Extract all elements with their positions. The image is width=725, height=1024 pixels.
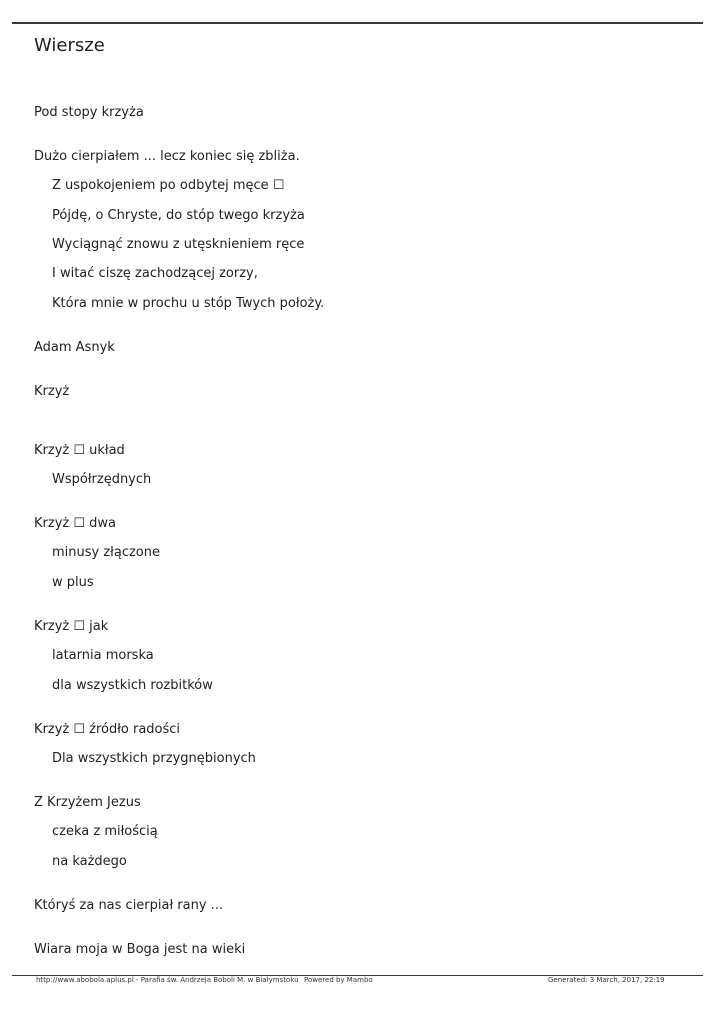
poem-line: dla wszystkich rozbitków [52, 678, 213, 693]
poem-title: Krzyż [34, 384, 70, 399]
poem-line: Która mnie w prochu u stóp Twych położy. [52, 296, 325, 311]
poem-line: Z uspokojeniem po odbytej męce ☐ [52, 178, 285, 193]
poem-line: Współrzędnych [52, 472, 152, 487]
poem-line: Krzyż ☐ jak [34, 619, 109, 634]
poem-line: Krzyż ☐ źródło radości [34, 722, 181, 737]
poem-line: I witać ciszę zachodzącej zorzy, [52, 266, 258, 281]
poem-title: Pod stopy krzyża [34, 105, 144, 120]
poem-line: Dużo cierpiałem ... lecz koniec się zbliża. [34, 149, 300, 164]
poem-line: Pójdę, o Chryste, do stóp twego krzyża [52, 208, 305, 223]
poem-line: Wyciągnąć znowu z utęsknieniem ręce [52, 237, 305, 252]
poem-line: Krzyż ☐ układ [34, 443, 125, 458]
poem-line: w plus [52, 575, 94, 590]
top-divider [12, 22, 703, 24]
poem-line: czeka z miłością [52, 824, 158, 839]
footer-powered-by: Powered by Mambo [304, 976, 373, 984]
poem-line: Któryś za nas cierpiał rany ... [34, 898, 224, 913]
footer-site-url[interactable]: http://www.abobola.aplus.pl - Parafia św. Andrzeja Boboli M. w Białymstoku [36, 976, 299, 984]
poem-author: Adam Asnyk [34, 340, 115, 355]
page-title: Wiersze [34, 35, 105, 56]
poem-line: latarnia morska [52, 648, 154, 663]
poem-line: Dla wszystkich przygnębionych [52, 751, 256, 766]
poem-line: Wiara moja w Boga jest na wieki [34, 942, 246, 957]
poem-line: minusy złączone [52, 545, 160, 560]
poem-line: Z Krzyżem Jezus [34, 795, 141, 810]
poem-line: na każdego [52, 854, 127, 869]
poem-line: Krzyż ☐ dwa [34, 516, 116, 531]
footer-generated-date: Generated: 3 March, 2017, 22:19 [548, 976, 665, 984]
